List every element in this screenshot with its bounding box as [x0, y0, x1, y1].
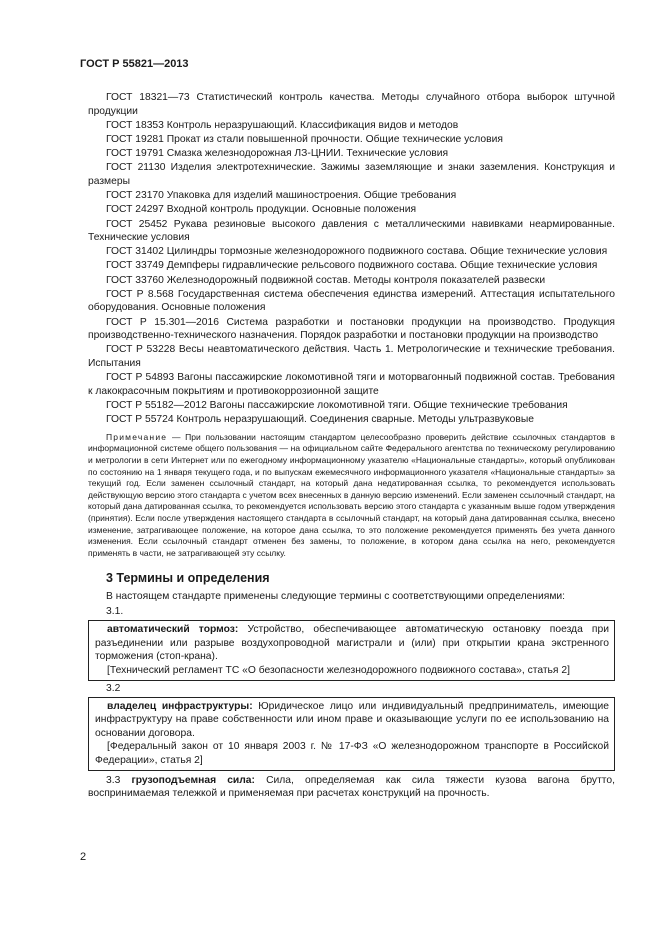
reference-item: ГОСТ Р 55182—2012 Вагоны пассажирские локомотивной тяги. Общие технические требования [106, 399, 568, 411]
reference-item: ГОСТ 21130 Изделия электротехнические. Зажимы заземляющие и знаки заземления. Конструкция и размеры [88, 162, 615, 187]
document-body [88, 91, 615, 811]
reference-item: ГОСТ Р 53228 Весы неавтоматического действия. Часть 1. Метрологические и технические требования. Испытания [88, 344, 615, 369]
reference-item: ГОСТ 18321—73 Статистический контроль качества. Методы случайного отбора выборок штучной продукции [88, 92, 615, 117]
term-name: грузоподъемная сила: [131, 774, 255, 786]
section-title: 3 Термины и определения [106, 571, 270, 586]
term-definition [95, 623, 609, 664]
note-text: — При пользовании настоящим стандартом целесообразно проверить действие ссылочных стандартов в информационной системе общего пользования — на официальном сайте Федерального агентства по техническому регулированию и метрологии в сети Интернет или по ежегодному информационному указателю «Национальные стандарты», который опубликован по состоянию на 1 января текущего года, и по выпускам ежемесячного информационного указателя «Национальные стандарты» за текущий год. Если заменен ссылочный стандарт, на который дана недатированная ссылка, то рекомендуется использовать действующую версию этого стандарта с учетом всех внесенных в данную версию изменений. Если заменен ссылочный стандарт, на который дана датированная ссылка, то рекомендуется использовать версию этого стандарта с указанным выше годом утверждения (принятия). Если после утверждения настоящего стандарта в ссылочный стандарт, на который дана датированная ссылка, внесено изменение, затрагивающее положение, на которое дана ссылка, то это положение рекомендуется применять без учета данного изменения. Если ссылочный стандарт отменен без замены, то положение, в котором дана ссылка на него, рекомендуется применять в части, не затрагивающей эту ссылку. [88, 431, 615, 558]
reference-item: ГОСТ 31402 Цилиндры тормозные железнодорожного подвижного состава. Общие технические условия [106, 246, 608, 258]
note-paragraph [88, 432, 615, 560]
reference-item: ГОСТ Р 54893 Вагоны пассажирские локомотивной тяги и моторвагонный подвижной состав. Требования к лакокрасочным покрытиям и противокоррозионной защите [88, 372, 615, 397]
term-definition [95, 700, 609, 741]
term-3-3 [88, 774, 615, 801]
reference-item: ГОСТ 24297 Входной контроль продукции. Основные положения [106, 204, 417, 216]
term-definition-text: Юридическое лицо или индивидуальный предприниматель, имеющие инфраструктуру на праве собственности или ином праве и оказывающие услуги по ее использованию на основании договора. [95, 700, 609, 739]
reference-item: ГОСТ Р 8.568 Государственная система обеспечения единства измерений. Аттестация испытательного оборудования. Основные положения [88, 288, 615, 314]
term-box [88, 697, 615, 771]
reference-item: ГОСТ Р 55724 Контроль неразрушающий. Соединения сварные. Методы ультразвуковые [106, 414, 534, 426]
reference-list [88, 91, 615, 427]
reference-item: ГОСТ 33760 Железнодорожный подвижной состав. Методы контроля показателей развески [106, 274, 546, 286]
term-source: [Технический регламент ТС «О безопасности железнодорожного подвижного состава», статья 2] [107, 665, 570, 677]
term-number: 3.1. [106, 606, 124, 618]
reference-item: ГОСТ Р 15.301—2016 Система разработки и постановки продукции на производство. Продукция производственно-технического назначения. Порядок разработки и постановки продукции на производство [88, 316, 615, 342]
page-number: 2 [80, 851, 87, 863]
term-number: 3.3 [106, 774, 121, 786]
section-intro: В настоящем стандарте применены следующие термины с соответствующими определениями: [106, 591, 566, 603]
term-definition-text: Сила, определяемая как сила тяжести кузова вагона брутто, воспринимаемая тележкой и применяемая при расчетах конструкций на прочность. [88, 774, 615, 800]
reference-item: ГОСТ 23170 Упаковка для изделий машиностроения. Общие требования [106, 190, 457, 202]
term-source: [Федеральный закон от 10 января 2003 г. № 17-ФЗ «О железнодорожном транспорте в Российской Федерации», статья 2] [95, 741, 609, 767]
reference-item: ГОСТ 18353 Контроль неразрушающий. Классификация видов и методов [106, 119, 459, 131]
reference-item: ГОСТ 33749 Демпферы гидравлические рельсового подвижного состава. Общие технические условия [106, 260, 598, 272]
term-name: владелец инфраструктуры: [107, 700, 253, 712]
reference-item: ГОСТ 19281 Прокат из стали повышенной прочности. Общие технические условия [106, 133, 503, 145]
reference-item: ГОСТ 19791 Смазка железнодорожная ЛЗ-ЦНИИ. Технические условия [106, 148, 449, 160]
reference-item: ГОСТ 25452 Рукава резиновые высокого давления с металлическими навивками неармированные. Технические условия [88, 218, 615, 244]
note-label: Примечание [106, 431, 168, 442]
document-header: ГОСТ Р 55821—2013 [80, 58, 189, 70]
term-definition-text: Устройство, обеспечивающее автоматическую остановку поезда при разъединении или разрыве воздухопроводной магистрали и (или) при открытии крана экстренного торможения (стоп-крана). [95, 624, 609, 663]
term-box [88, 620, 615, 680]
term-number: 3.2 [106, 682, 121, 694]
term-name: автоматический тормоз: [107, 624, 239, 636]
